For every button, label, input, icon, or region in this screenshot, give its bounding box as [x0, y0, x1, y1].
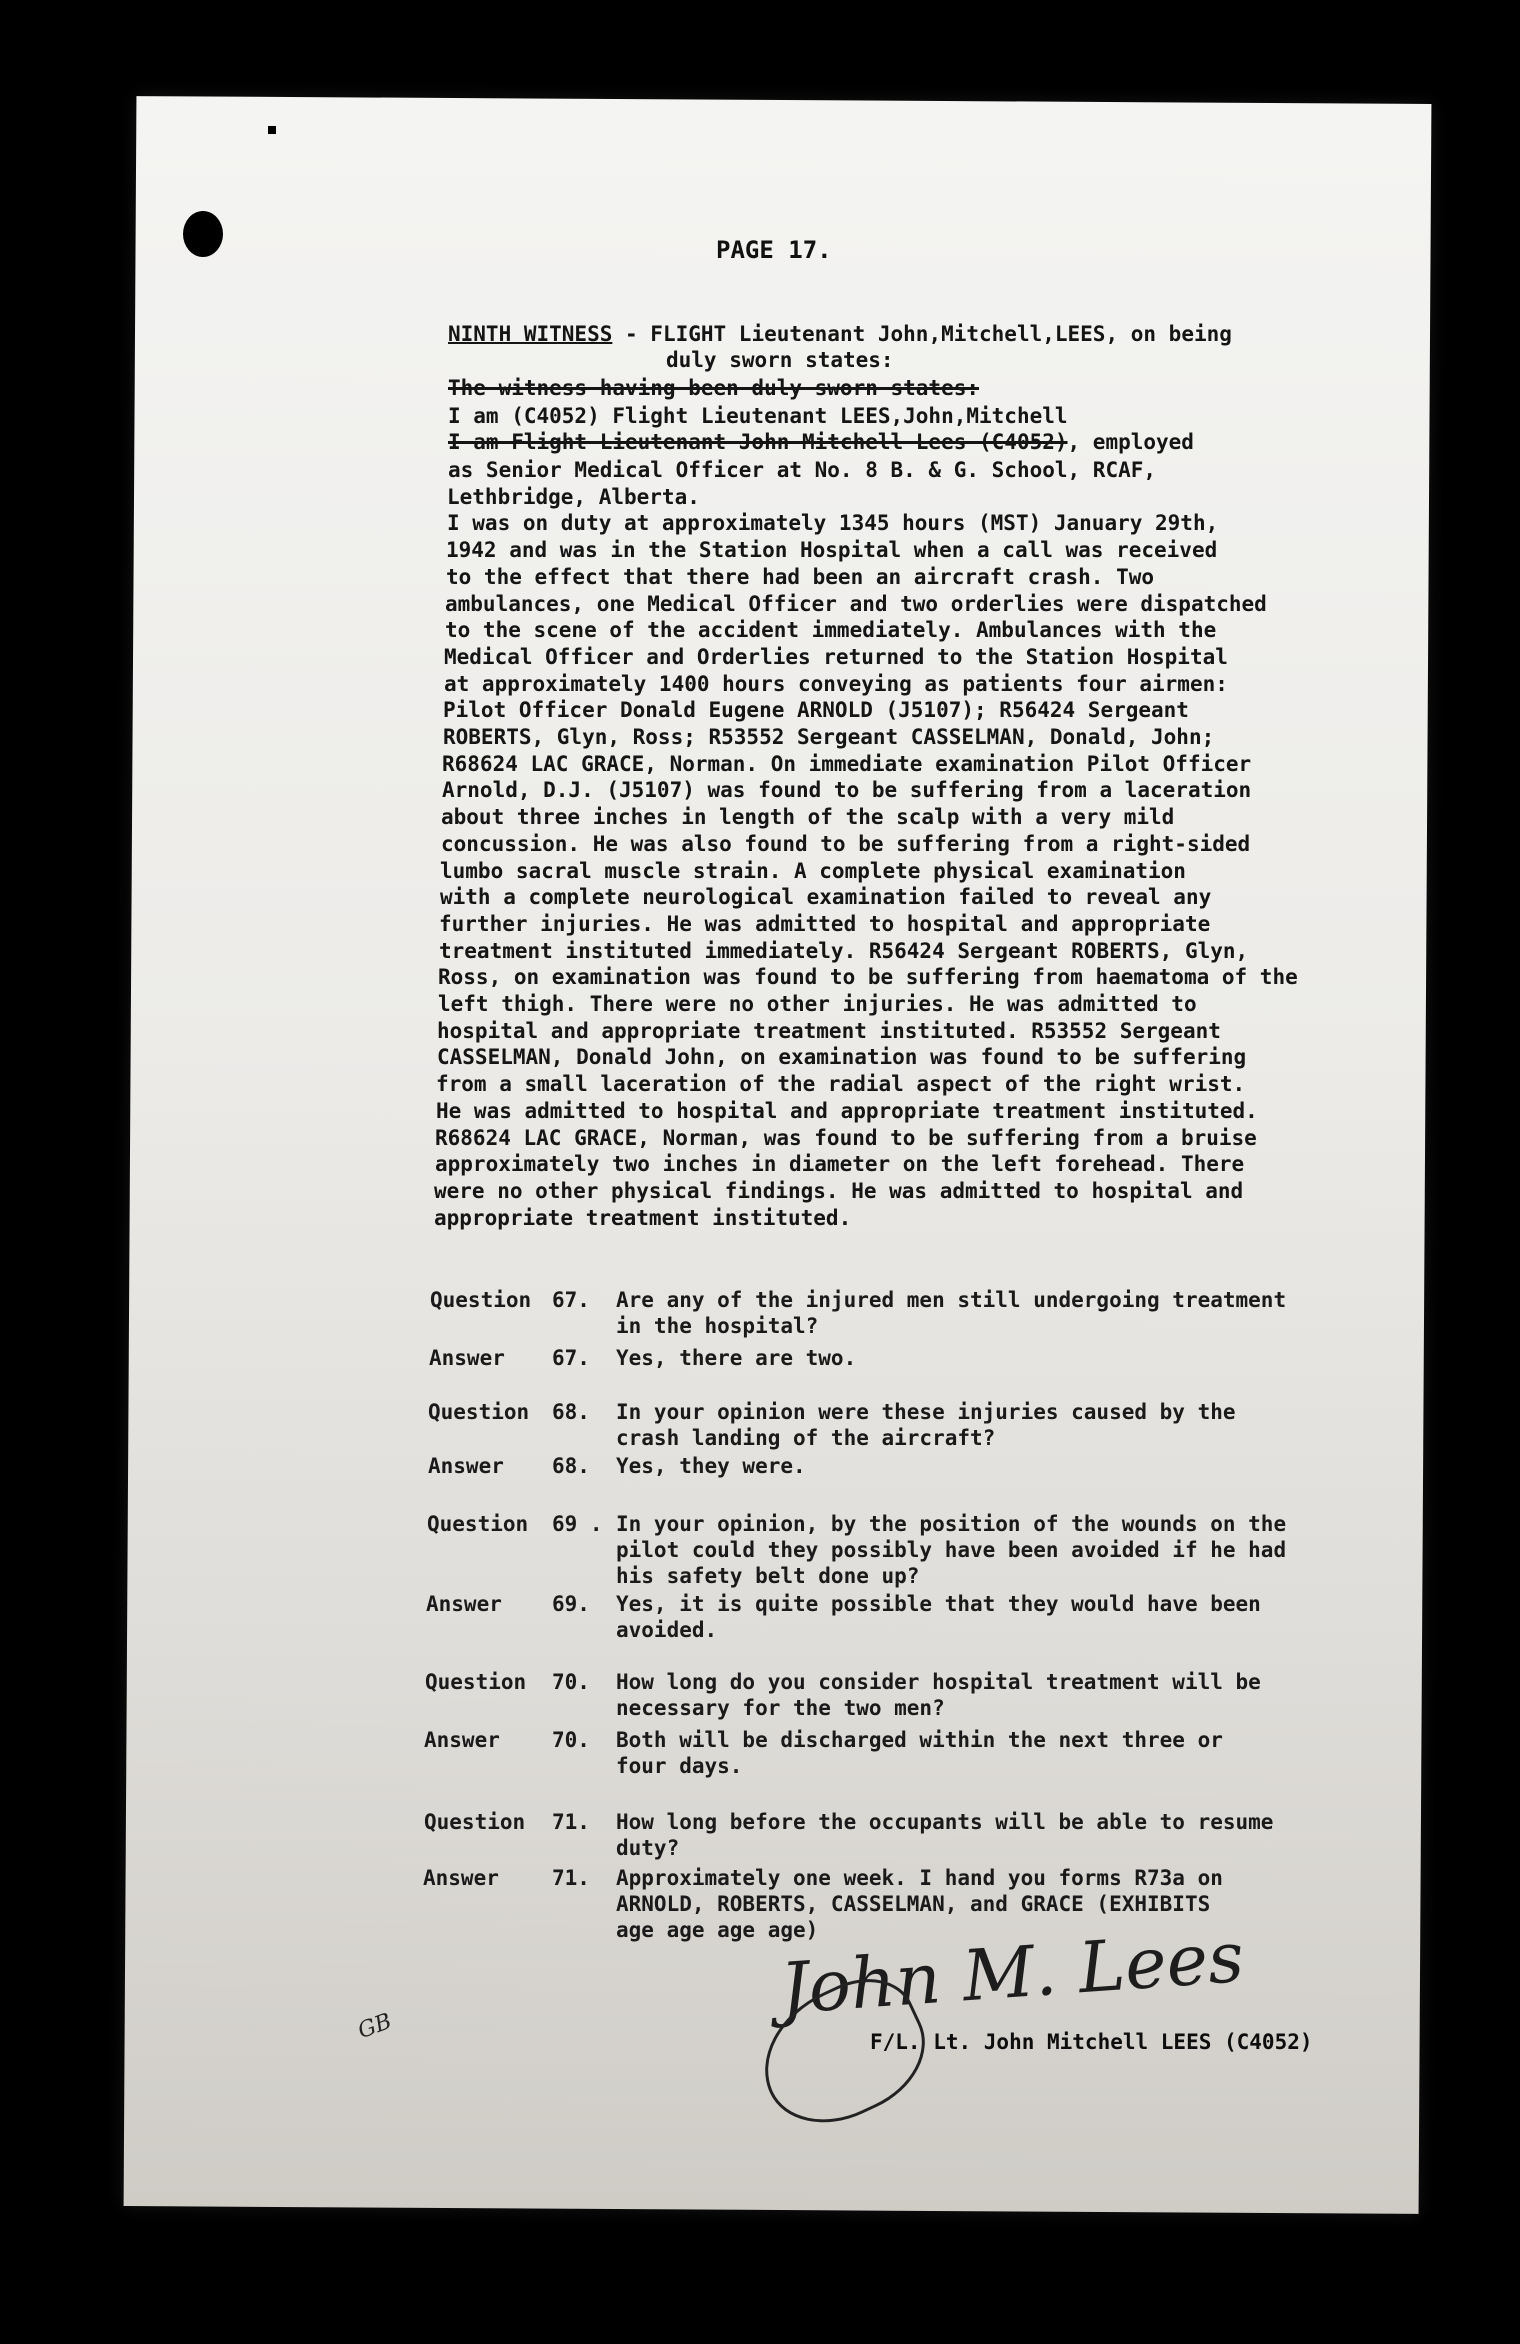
qa-number: 70. [552, 1728, 590, 1752]
statement-line: CASSELMAN, Donald John, on examination was found to be suffering [437, 1045, 1247, 1070]
statement-line: Ross, on examination was found to be suffering from haematoma of the [438, 965, 1298, 990]
qa-text-line: avoided. [616, 1618, 718, 1642]
statement-line: ambulances, one Medical Officer and two orderlies were dispatched [445, 591, 1267, 616]
answer-label: Answer [426, 1592, 502, 1616]
statement-line: He was admitted to hospital and appropriate treatment instituted. [436, 1098, 1258, 1123]
statement-line: with a complete neurological examination failed to reveal any [440, 885, 1212, 910]
qa-text-line: his safety belt done up? [616, 1564, 920, 1588]
qa-text-line: ARNOLD, ROBERTS, CASSELMAN, and GRACE (EXHIBITS [616, 1892, 1211, 1916]
qa-number: 71. [552, 1866, 590, 1890]
answer-label: Answer [423, 1866, 499, 1890]
statement-line: hospital and appropriate treatment instituted. R53552 Sergeant [437, 1018, 1221, 1043]
witness-heading-text-2: duly sworn states: [666, 348, 894, 372]
qa-number: 68. [552, 1454, 590, 1478]
statement-line: as Senior Medical Officer at No. 8 B. & G. School, RCAF, [448, 458, 1157, 482]
witness-heading-label: NINTH WITNESS [448, 322, 613, 346]
witness-heading-text: - FLIGHT Lieutenant John,Mitchell,LEES, on being [612, 322, 1232, 346]
qa-text-line: in the hospital? [616, 1314, 819, 1338]
intro-line-2-tail: , employed [1067, 430, 1194, 454]
qa-text-line: How long do you consider hospital treatment will be [616, 1670, 1261, 1694]
qa-text-line: age age age age) [616, 1918, 819, 1942]
statement-line: from a small laceration of the radial aspect of the right wrist. [436, 1072, 1246, 1097]
scan-mark [268, 126, 276, 134]
statement-line: R68624 LAC GRACE, Norman. On immediate examination Pilot Officer [442, 751, 1252, 776]
statement-line: Pilot Officer Donald Eugene ARNOLD (J5107); R56424 Sergeant [443, 698, 1189, 723]
qa-text-line: pilot could they possibly have been avoided if he had [616, 1538, 1287, 1562]
statement-line: R68624 LAC GRACE, Norman, was found to be suffering from a bruise [435, 1125, 1257, 1150]
qa-number: 68. [552, 1400, 590, 1424]
statement-line: I was on duty at approximately 1345 hours (MST) January 29th, [447, 511, 1219, 536]
qa-number: 67. [552, 1288, 590, 1312]
intro-line-2 [448, 430, 1194, 454]
answer-label: Answer [424, 1728, 500, 1752]
statement-line: appropriate treatment instituted. [434, 1205, 852, 1230]
qa-text-line: In your opinion were these injuries caused by the [616, 1400, 1236, 1424]
qa-text-line: crash landing of the aircraft? [616, 1426, 996, 1450]
statement-line: Medical Officer and Orderlies returned to the Station Hospital [444, 644, 1228, 669]
qa-number: 67. [552, 1346, 590, 1370]
qa-number: 71. [552, 1810, 590, 1834]
qa-number: 69 . [552, 1512, 603, 1536]
intro-line-1: I am (C4052) Flight Lieutenant LEES,John,Mitchell [448, 404, 1068, 428]
qa-text-line: Yes, there are two. [616, 1346, 857, 1370]
statement-line: concussion. He was also found to be suffering from a right-sided [441, 831, 1251, 856]
statement-line: Lethbridge, Alberta. [447, 484, 700, 509]
qa-text-line: How long before the occupants will be able to resume [616, 1810, 1274, 1834]
qa-text-line: In your opinion, by the position of the wounds on the [616, 1512, 1287, 1536]
question-label: Question [428, 1400, 530, 1424]
margin-initials: GB [354, 2008, 396, 2045]
punch-hole [183, 211, 223, 257]
statement-line: Arnold, D.J. (J5107) was found to be suffering from a laceration [442, 778, 1252, 803]
signature-block: F/L. Lt. John Mitchell LEES (C4052) [870, 2030, 1313, 2054]
question-label: Question [427, 1512, 529, 1536]
question-label: Question [424, 1810, 526, 1834]
statement-line: lumbo sacral muscle strain. A complete physical examination [440, 858, 1186, 883]
struck-line-2: I am Flight Lieutenant John Mitchell Lees (C4052) [448, 430, 1068, 454]
handwritten-signature: John M. Lees [777, 1915, 1247, 2031]
statement-line: further injuries. He was admitted to hospital and appropriate [439, 911, 1211, 936]
qa-text-line: Approximately one week. I hand you forms R73a on [616, 1866, 1223, 1890]
statement-line: 1942 and was in the Station Hospital when a call was received [446, 538, 1218, 563]
statement-line: left thigh. There were no other injuries. He was admitted to [438, 992, 1197, 1016]
statement-line: treatment instituted immediately. R56424 Sergeant ROBERTS, Glyn, [439, 938, 1249, 963]
page-number: PAGE 17. [716, 236, 832, 264]
statement-line: to the scene of the accident immediately. Ambulances with the [445, 618, 1217, 643]
question-label: Question [430, 1288, 532, 1312]
statement-line: to the effect that there had been an aircraft crash. Two [446, 564, 1155, 589]
statement-line: about three inches in length of the scalp with a very mild [441, 805, 1175, 830]
statement-line: at approximately 1400 hours conveying as patients four airmen: [444, 671, 1228, 696]
statement-line: ROBERTS, Glyn, Ross; R53552 Sergeant CASSELMAN, Donald, John; [443, 725, 1215, 749]
qa-text-line: necessary for the two men? [616, 1696, 945, 1720]
qa-text-line: Both will be discharged within the next three or [616, 1728, 1223, 1752]
statement-line: approximately two inches in diameter on the left forehead. There [435, 1152, 1245, 1177]
struck-line-1: The witness having been duly sworn states: [448, 376, 980, 400]
qa-text-line: duty? [616, 1836, 680, 1860]
answer-label: Answer [429, 1346, 505, 1370]
qa-number: 70. [552, 1670, 590, 1694]
question-label: Question [425, 1670, 527, 1694]
qa-number: 69. [552, 1592, 590, 1616]
qa-text-line: four days. [616, 1754, 743, 1778]
statement-line: were no other physical findings. He was admitted to hospital and [434, 1178, 1244, 1203]
qa-text-line: Yes, they were. [616, 1454, 806, 1478]
answer-label: Answer [428, 1454, 504, 1478]
qa-text-line: Yes, it is quite possible that they would have been [616, 1592, 1261, 1616]
qa-text-line: Are any of the injured men still undergoing treatment [616, 1288, 1287, 1312]
